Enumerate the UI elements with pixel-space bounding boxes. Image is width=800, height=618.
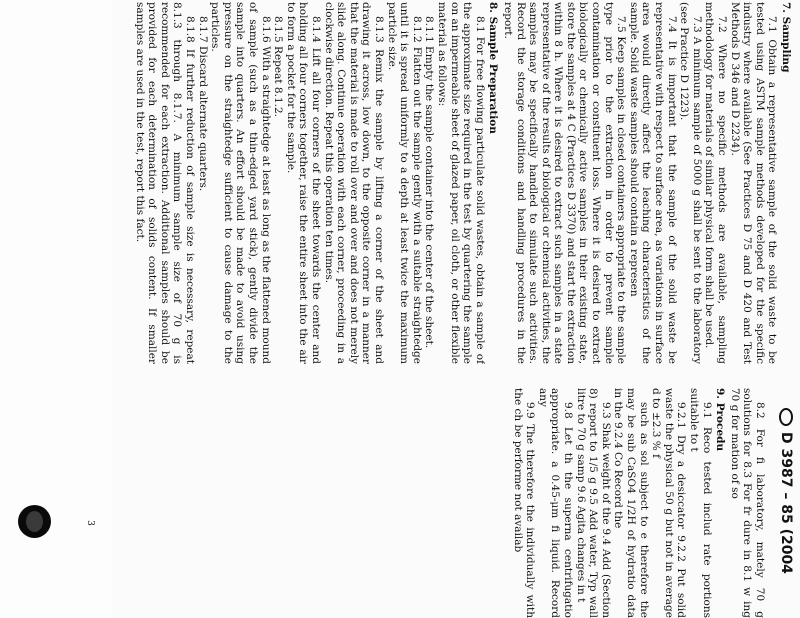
paragraph: 8.1.3 Remix the sample by lifting a corner of the sheet and drawing it across, low down, to the opposite corner in a manner that the material is made to roll over and over and does not merely slide along. Continue operation with each corner, proceeding in a clockwise direction. Repeat this operation ten times. — [322, 2, 385, 364]
paragraph: 7.3 A minimum sample of 5000 g shall be sent to the laboratory (see Practice D 1223). — [678, 2, 703, 364]
paragraph: 8.1.4 Lift all four corners of the sheet towards the center and holding all four corners together, raise the entire sheet into the air to form a pocket for the sample. — [284, 2, 323, 364]
page-number: 3 — [85, 520, 95, 526]
paragraph: 8.1.8 If further reduction of sample size is necessary, repeat 8.1.3 through 8.1.7. A minimum sample size of 70 g is recommended for each extraction. Additional samples should be provided for each determination of solids content. If smaller samples are used in the test, report this fact. — [133, 2, 197, 364]
paragraph: 9.1 Reco tested includ rate portions suitable to t — [688, 388, 713, 618]
document-header — [772, 408, 794, 618]
paragraph: 8.1.7 Discard alternate quarters. — [196, 16, 209, 192]
paragraph: 8.2 For fi laboratory, mately 70 g solutions for 8.3 For fr dure in 8.1 w ing 70 g for mation of so — [728, 388, 766, 618]
paragraph: such as sol subject to e therefore the may be sub CaSO4 1/2H of hydratio data in the 9.2.4 Co Record the — [612, 388, 650, 618]
paragraph: 8.1.2 Flatten out the sample gently with a suitable straightedge until it is spread uniformly to a depth at least twice the maximum particle size. — [385, 2, 423, 364]
astm-logo-icon — [779, 408, 793, 426]
paragraph: 7.4 It is important that the sample of the solid waste be representative with respect to surface area, as variations in surface area would directly affect the leaching characteristics of the sample. Solid waste samples should contain a represen — [627, 2, 678, 364]
paragraph: 8.1.6 With a straightedge at least as long as the flattened mound of sample (such as a thin-edged yard stick), gently divide the sample into quarters. An effort should be made to avoid using pressure on the straightedge sufficient to cause damage to the particles. — [209, 2, 272, 364]
paragraph: 8.1.1 Empty the sample container into the center of the sheet. — [423, 16, 436, 349]
paragraph: 9.3 Shak weight of the 9.4 Add (Section 8) report to 1/5 g 9.5 Add water, Typ wall litre to 70 g samp 9.6 Agita changes in t — [574, 388, 612, 618]
paragraph: 7.5 Keep samples in closed containers appropriate to the sample type prior to the extraction in order to prevent sample contamination or constituent loss. Where it is desired to extract biologically or chemically active samples in their existing state, store the samples at 4 C (Practices D 3370) and start the extraction within 8 h. Where it is desired to extract such samples in a state representative of the results of biological or chemical activities, the samples may be specifically handled to simulate such activities. Record the storage conditions and handling procedures in the report. — [501, 2, 628, 364]
page-margin — [0, 0, 112, 618]
punch-hole — [18, 505, 51, 538]
left-text-column — [98, 2, 794, 364]
header-designation: D 3987 – 85 (2004 — [778, 432, 794, 574]
paragraph: 8.1.5 Repeat 8.1.2. — [272, 16, 285, 117]
right-text-column — [104, 388, 766, 618]
paragraph: 9.9 The therefore the individually with the ch be performe not availab — [511, 388, 537, 618]
section-heading: 8. Sample Preparation — [487, 2, 500, 134]
section-heading: 9. Procedu — [714, 388, 727, 452]
paragraph: 7.2 Where no specific methods are available, sampling methodology for materials of similar physical form shall be used. — [703, 2, 729, 364]
paragraph: 8.1 For free flowing particulate solid wastes, obtain a sample of the approximate size required in the test by quartering the sample on an impermeable sheet of glazed paper, oil cloth, or other flexible material as follows: — [435, 2, 486, 364]
section-heading: 7. Sampling — [780, 2, 792, 73]
paragraph: 9.2.1 Dry a desiccator 9.2.2 Put solid waste the physical 50 g but not in average d to ±2.3 % f — [650, 388, 688, 618]
paragraph: 7.1 Obtain a representative sample of the solid waste to be tested using ASTM sample methods developed for the specific industry where available (See Practices D 75 and D 420 and Test Methods D 346 and D 2234). — [728, 2, 779, 364]
rotated-document-page — [104, 0, 800, 618]
paragraph: 9.8 Let th the superna centrifugatio appropriate. a 0.45-μm fi liquid. Record any — [536, 388, 575, 618]
